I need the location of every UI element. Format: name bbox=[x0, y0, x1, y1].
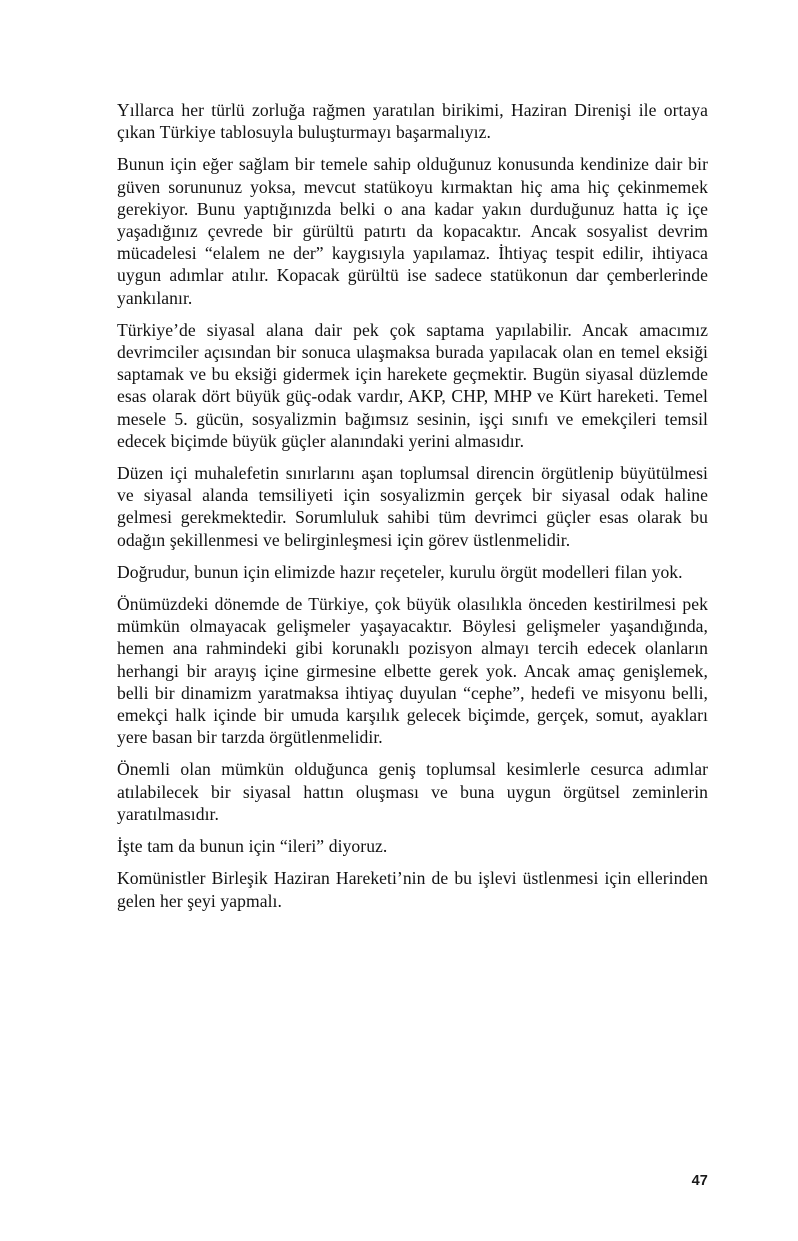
paragraph: İşte tam da bunun için “ileri” diyoruz. bbox=[117, 836, 388, 857]
paragraph: Türkiye’de siyasal alana dair pek çok saptama yapılabilir. Ancak amacımız devrimciler açısından bir sonuca ulaşmaksa burada yapılacak olan en temel eksiği saptamak ve bu eksiği gidermek için harekete geçmektir. Bugün siyasal düzlemde esas olarak dört büyük güç-odak vardır, AKP, CHP, MHP ve Kürt hareketi. Temel mesele 5. gücün, sosyalizmin bağımsız sesinin, işçi sınıfı ve emekçileri temsil edecek biçimde büyük güçler alanındaki yerini almasıdır. bbox=[117, 319, 708, 451]
paragraph: Önümüzdeki dönemde de Türkiye, çok büyük olasılıkla önceden kestirilmesi pek mümkün olmayacak gelişmeler yaşayacaktır. Böylesi gelişmeler yaşandığında, hemen ana rahmindeki gibi korunaklı pozisyon almayı tercih edecek olanların herhangi bir arayış içine girmesine elbette gerek yok. Ancak amaç genişlemek, belli bir dinamizm yaratmaksa ihtiyaç duyulan “cephe”, hedefi ve misyonu belli, emekçi halk içinde bir umuda karşılık gelecek biçimde, gerçek, somut, ayakları yere basan bir tarzda örgütlenmelidir. bbox=[117, 594, 708, 748]
body-text-column bbox=[117, 99, 708, 912]
paragraph: Doğrudur, bunun için elimizde hazır reçeteler, kurulu örgüt modelleri filan yok. bbox=[117, 561, 683, 582]
paragraph: Bunun için eğer sağlam bir temele sahip olduğunuz konusunda kendinize dair bir güven sorununuz yoksa, mevcut statükoyu kırmaktan hiç ama hiç çekinmemek gerekiyor. Bunu yaptığınızda belki o ana kadar yakın durduğunuz hatta iç içe yaşadığınız çevrede bir gürültü patırtı da kopacaktır. Ancak sosyalist devrim mücadelesi “elalem ne der” kaygısıyla yapılamaz. İhtiyaç tespit edilir, ihtiyaca uygun adımlar atılır. Kopacak gürültü ise sadece statükonun dar çemberlerinde yankılanır. bbox=[117, 154, 708, 308]
paragraph: Düzen içi muhalefetin sınırlarını aşan toplumsal direncin örgütlenip büyütülmesi ve siyasal alanda temsiliyeti için sosyalizmin gerçek bir siyasal odak haline gelmesi gerekmektedir. Sorumluluk sahibi tüm devrimci güçler esas olarak bu odağın şekillenmesi ve belirginleşmesi için görev üstlenmelidir. bbox=[117, 463, 708, 550]
paragraph: Yıllarca her türlü zorluğa rağmen yaratılan birikimi, Haziran Direnişi ile ortaya çıkan Türkiye tablosuyla buluşturmayı başarmalıyız. bbox=[117, 100, 708, 143]
page-number: 47 bbox=[691, 1172, 708, 1189]
paragraph: Önemli olan mümkün olduğunca geniş toplumsal kesimlerle cesurca adımlar atılabilecek bir siyasal hattın oluşması ve buna uygun örgütsel zeminlerin yaratılmasıdır. bbox=[117, 759, 708, 824]
paragraph: Komünistler Birleşik Haziran Hareketi’nin de bu işlevi üstlenmesi için ellerinden gelen her şeyi yapmalı. bbox=[117, 868, 708, 911]
